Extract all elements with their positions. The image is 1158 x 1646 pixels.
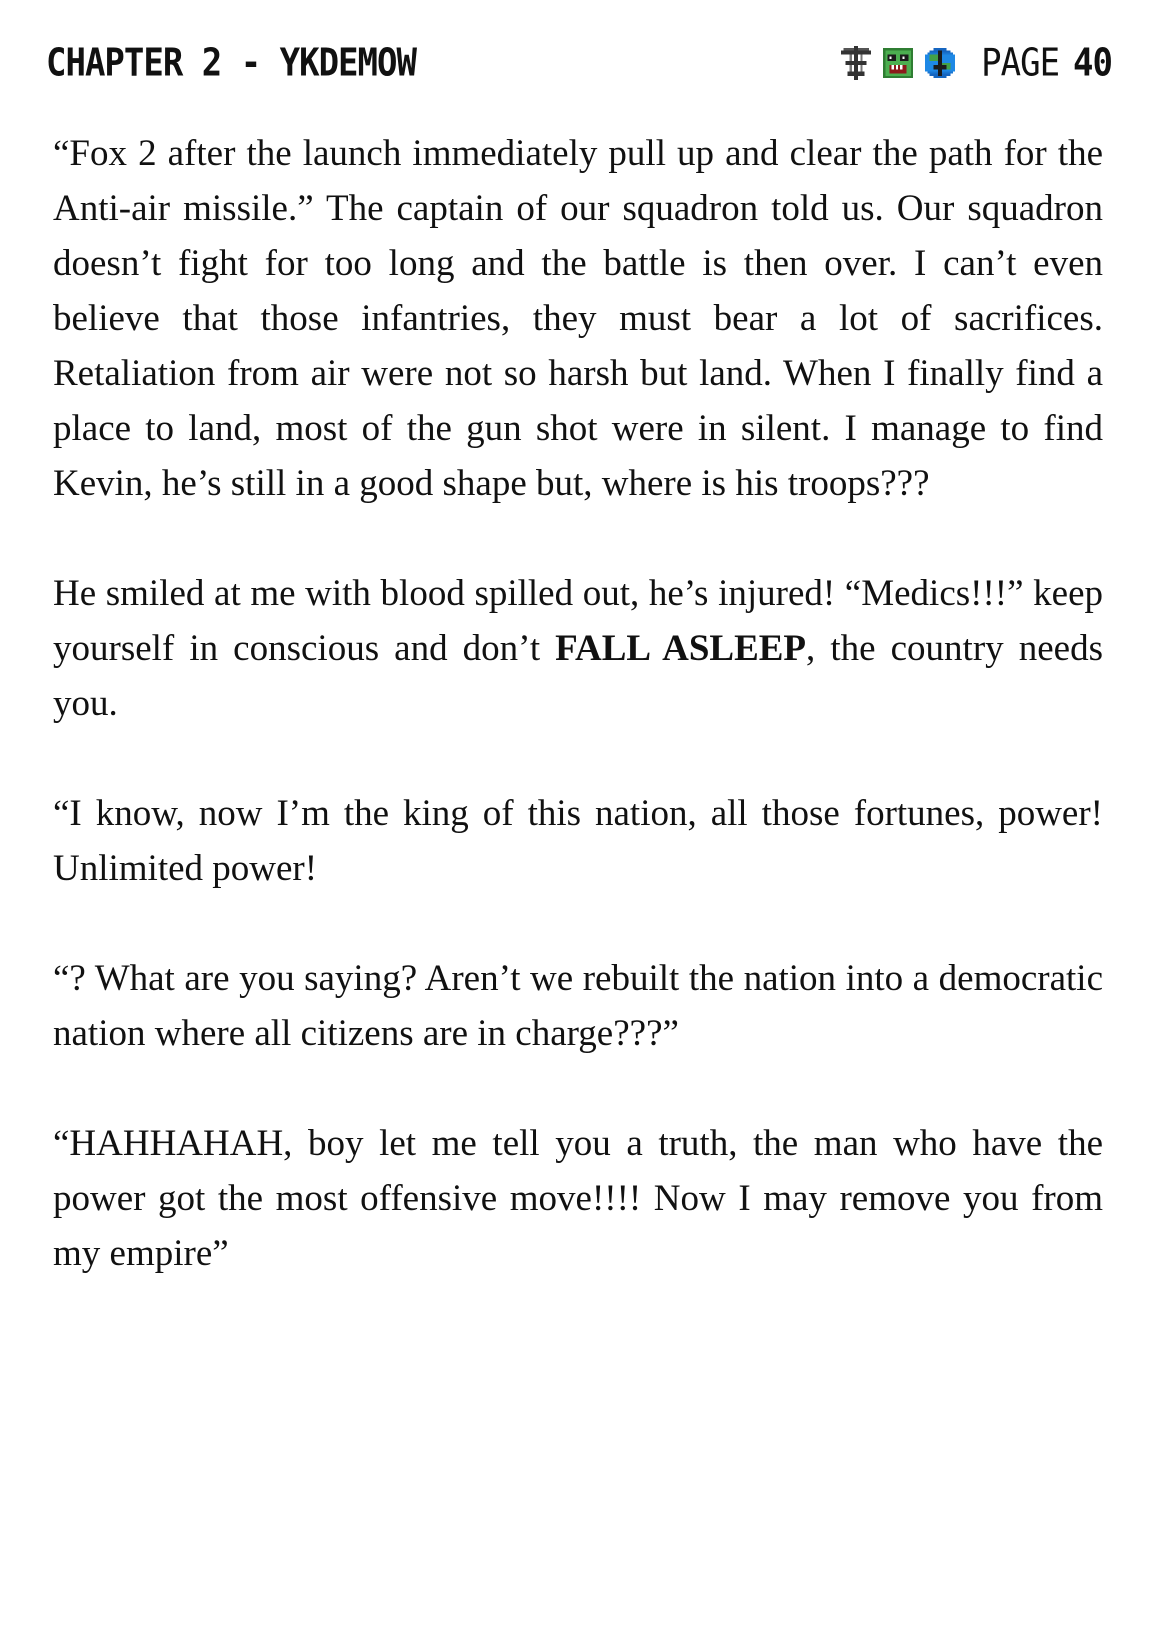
chapter-title: CHAPTER 2 - YKDEMOW: [46, 40, 416, 86]
oil-rig-icon: [839, 46, 873, 80]
header-right: [839, 40, 1112, 86]
globe-peace-icon: [923, 46, 957, 80]
paragraph-3: “I know, now I’m the king of this nation, all those fortunes, power! Unlimited power!: [53, 793, 1103, 889]
paragraph-1: “Fox 2 after the launch immediately pull up and clear the path for the Anti-air missile.” The captain of our squadron told us. Our squadron doesn’t fight for too long and the battle is then over. I can’t even believe that those infantries, they must bear a lot of sacrifices. Retaliation from air were not so harsh but land. When I finally find a place to land, most of the gun shot were in silent. I manage to find Kevin, he’s still in a good shape but, where is his troops???: [53, 133, 1103, 504]
document-body: [53, 126, 1103, 1336]
page-label: PAGE: [981, 40, 1060, 86]
paragraph-2-text-after: , the country needs you.: [53, 628, 1103, 724]
paragraph-2: [53, 566, 1103, 731]
emphasis-fall-asleep: FALL ASLEEP: [555, 628, 807, 669]
green-monster-icon: [881, 46, 915, 80]
paragraph-2-text-before: He smiled at me with blood spilled out, he’s injured! “Medics!!!” keep yourself in conscious and don’t: [53, 573, 1103, 669]
page-number: 40: [1073, 40, 1112, 86]
page-header: [46, 40, 1112, 86]
paragraph-4: “? What are you saying? Aren’t we rebuilt the nation into a democratic nation where all citizens are in charge???”: [53, 958, 1103, 1054]
paragraph-5: “HAHHAHAH, boy let me tell you a truth, the man who have the power got the most offensive move!!!! Now I may remove you from my empire”: [53, 1123, 1103, 1274]
